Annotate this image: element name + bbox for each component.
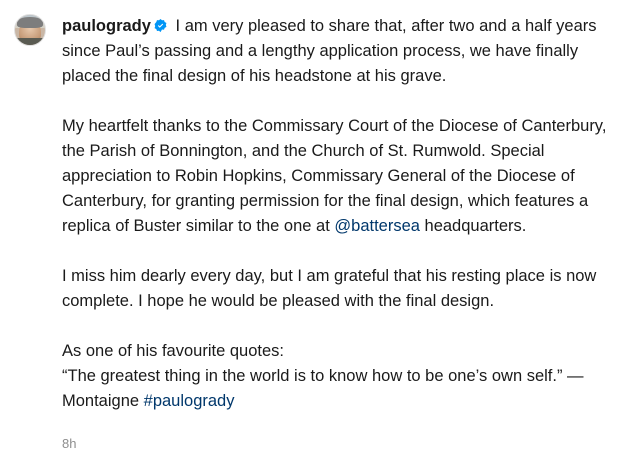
- mention-link-battersea[interactable]: @battersea: [334, 217, 420, 235]
- caption-text: [62, 14, 612, 414]
- caption-paragraph-3-text: I miss him dearly every day, but I am grateful that his resting place is now complete. I hope he would be pleased with the final design.: [62, 267, 597, 310]
- avatar[interactable]: [14, 14, 46, 46]
- caption-paragraph-1-text: I am very pleased to share that, after two and a half years since Paul’s passing and a lengthy application process, we have finally placed the final design of his headstone at his grave.: [62, 17, 597, 85]
- verified-badge-icon: [153, 16, 168, 31]
- post-timestamp: 8h: [62, 436, 77, 451]
- account-username[interactable]: paulogrady: [62, 17, 151, 35]
- caption-paragraph-2: [62, 114, 612, 239]
- caption-paragraph-4: [62, 339, 612, 414]
- caption-paragraph-3: [62, 264, 612, 314]
- hashtag-link-paulogrady[interactable]: #paulogrady: [143, 392, 235, 410]
- avatar-hair: [17, 17, 42, 27]
- post-content: [62, 14, 620, 452]
- caption-paragraph-4-line-2: “The greatest thing in the world is to know how to be one’s own self.” — Montaigne: [62, 367, 584, 410]
- avatar-wrap: [14, 14, 48, 452]
- caption-paragraph-2-text-after: headquarters.: [419, 217, 527, 235]
- avatar-clothing: [15, 38, 45, 45]
- caption-paragraph-2-text-before: My heartfelt thanks to the Commissary Court of the Diocese of Canterbury, the Parish of Bonnington, and the Church of St. Rumwold. Special appreciation to Robin Hopkins, Commissary General of the Diocese of Canterbury, for granting permission for the final design, which features a replica of Buster similar to the one at: [62, 117, 607, 235]
- caption-paragraph-4-line-1: As one of his favourite quotes:: [62, 342, 284, 360]
- caption-paragraph-1: [62, 14, 612, 89]
